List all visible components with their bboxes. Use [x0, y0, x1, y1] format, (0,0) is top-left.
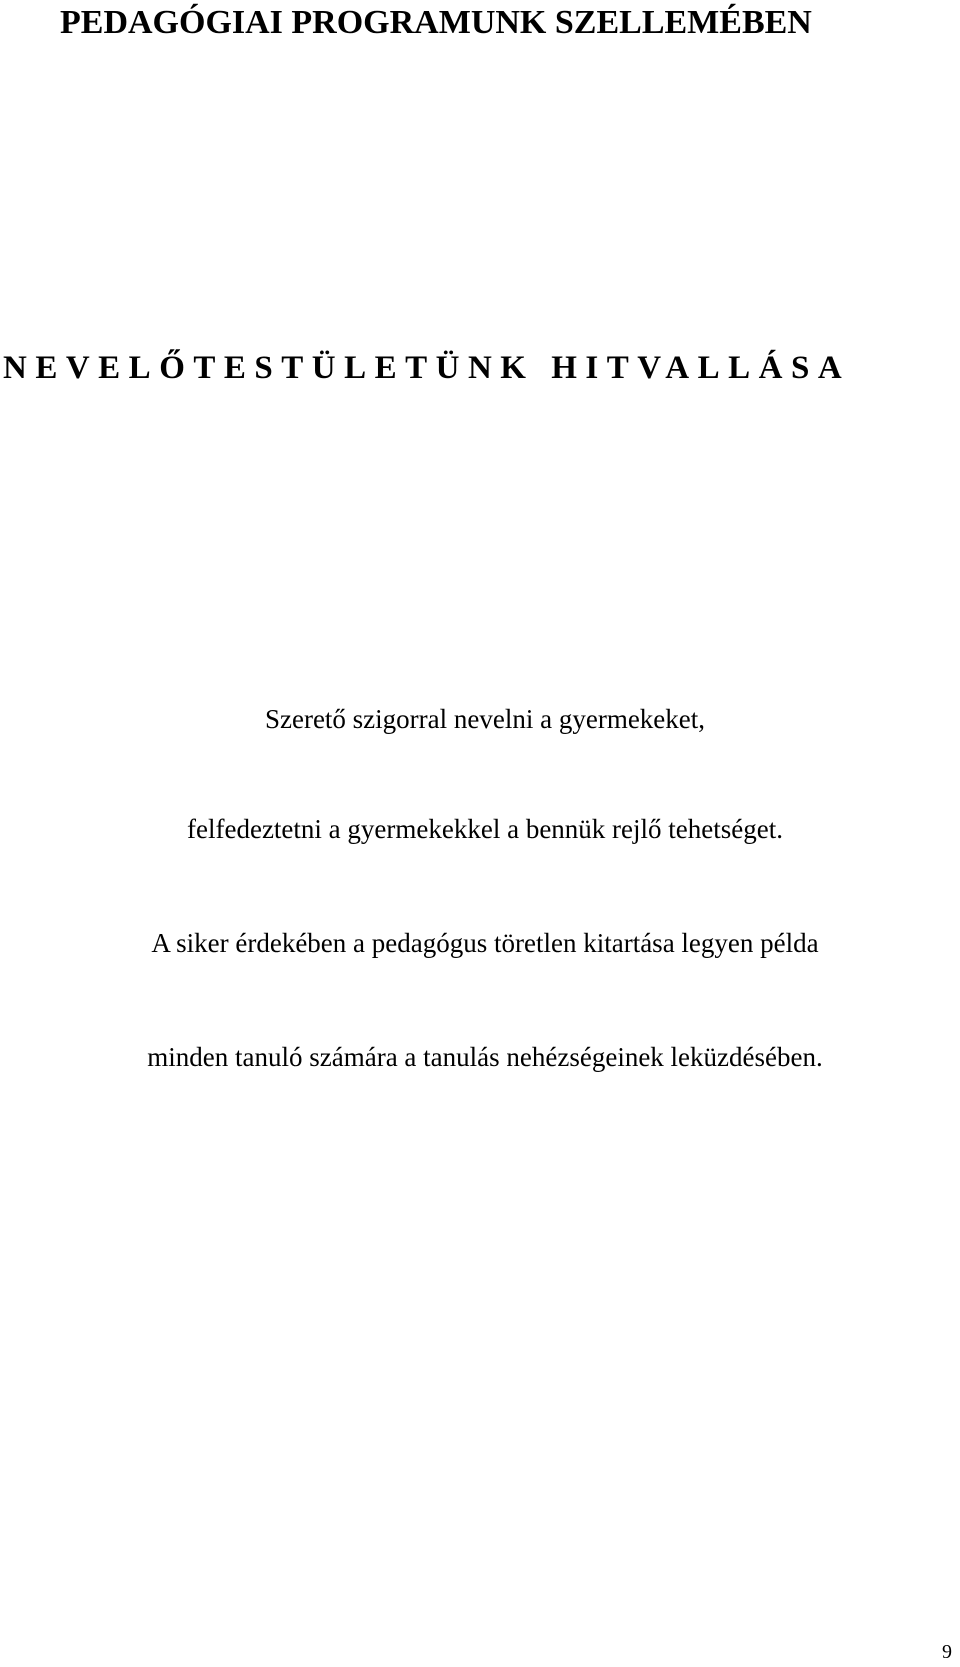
- creed-title: NEVELŐTESTÜLETÜNK HITVALLÁSA: [3, 350, 851, 386]
- page-heading: PEDAGÓGIAI PROGRAMUNK SZELLEMÉBEN: [60, 4, 812, 41]
- creed-line-3: A siker érdekében a pedagógus töretlen kitartása legyen példa: [151, 928, 819, 958]
- page-number: 9: [942, 1641, 952, 1663]
- creed-line-2: felfedeztetni a gyermekekkel a bennük rejlő tehetséget.: [187, 814, 783, 844]
- creed-line-1: Szerető szigorral nevelni a gyermekeket,: [264, 704, 706, 734]
- creed-line-4: minden tanuló számára a tanulás nehézségeinek leküzdésében.: [147, 1042, 823, 1072]
